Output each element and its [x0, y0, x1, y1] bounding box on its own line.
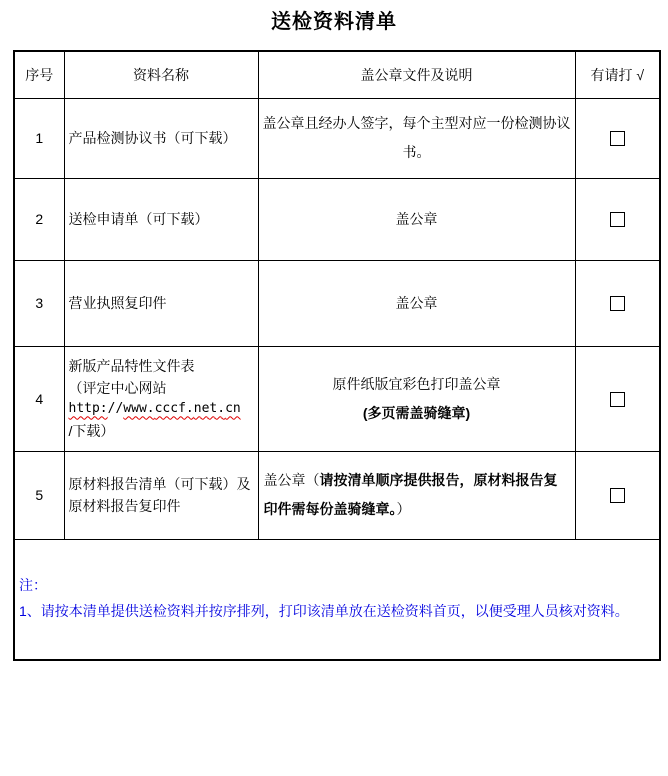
row3-material-name: 营业执照复印件 [64, 260, 258, 346]
row5-number: 5 [14, 451, 64, 539]
header-no: 序号 [14, 51, 64, 98]
row4-description [258, 346, 575, 451]
note-row [14, 539, 660, 660]
header-name: 资料名称 [64, 51, 258, 98]
empty-checkbox-icon[interactable] [610, 296, 625, 311]
row2-material-name: 送检申请单（可下载） [64, 178, 258, 260]
row5-desc-prefix: 盖公章（ [263, 472, 320, 489]
row3-check-cell [575, 260, 660, 346]
table-row [14, 451, 660, 539]
empty-checkbox-icon[interactable] [610, 488, 625, 503]
row4-url-text [69, 399, 254, 420]
row2-number: 2 [14, 178, 64, 260]
row4-material-name [64, 346, 258, 451]
note-item-1: 1、请按本清单提供送检资料并按序排列，打印该清单放在送检资料首页，以便受理人员核对资料。 [19, 603, 629, 620]
row2-description: 盖公章 [258, 178, 575, 260]
row3-number: 3 [14, 260, 64, 346]
row4-name-line1: 新版产品特性文件表 [68, 357, 195, 374]
url-segment: www. [123, 401, 155, 417]
row4-check-cell [575, 346, 660, 451]
page-title: 送检资料清单 [271, 11, 397, 33]
row4-desc-line2: (多页需盖骑缝章) [362, 404, 471, 421]
url-segment: net. [193, 401, 226, 417]
submission-checklist-table [13, 50, 661, 661]
table-row [14, 178, 660, 260]
empty-checkbox-icon[interactable] [610, 131, 625, 146]
header-desc: 盖公章文件及说明 [258, 51, 575, 98]
row5-desc-suffix: ） [396, 501, 411, 517]
url-segment: cn [225, 401, 241, 417]
url-segment: cccf. [154, 401, 194, 417]
table-row [14, 98, 660, 178]
row1-material-name: 产品检测协议书（可下载） [64, 98, 258, 178]
url-segment: // [107, 401, 124, 417]
table-row [14, 346, 660, 451]
row4-desc-line1: 原件纸版宜彩色打印盖公章 [332, 375, 501, 392]
row5-check-cell [575, 451, 660, 539]
empty-checkbox-icon[interactable] [610, 392, 625, 407]
note-label: 注： [19, 577, 47, 594]
row2-check-cell [575, 178, 660, 260]
row5-material-name: 原材料报告清单（可下载）及原材料报告复印件 [64, 451, 258, 539]
row1-number: 1 [14, 98, 64, 178]
table-row [14, 260, 660, 346]
url-segment: http: [68, 401, 108, 417]
row5-description [258, 451, 575, 539]
row1-description: 盖公章且经办人签字，每个主型对应一份检测协议书。 [258, 98, 575, 178]
row1-check-cell [575, 98, 660, 178]
header-check: 有请打 √ [575, 51, 660, 98]
table-header-row [14, 51, 660, 98]
row5-desc-bold: 请按清单顺序提供报告，原材料报告复印件需每份盖骑缝章。 [263, 472, 558, 517]
row4-number: 4 [14, 346, 64, 451]
row4-name-line4: /下载） [68, 423, 115, 440]
empty-checkbox-icon[interactable] [610, 212, 625, 227]
note-cell [14, 539, 660, 660]
row4-name-line2: （评定中心网站 [68, 379, 167, 396]
row3-description: 盖公章 [258, 260, 575, 346]
